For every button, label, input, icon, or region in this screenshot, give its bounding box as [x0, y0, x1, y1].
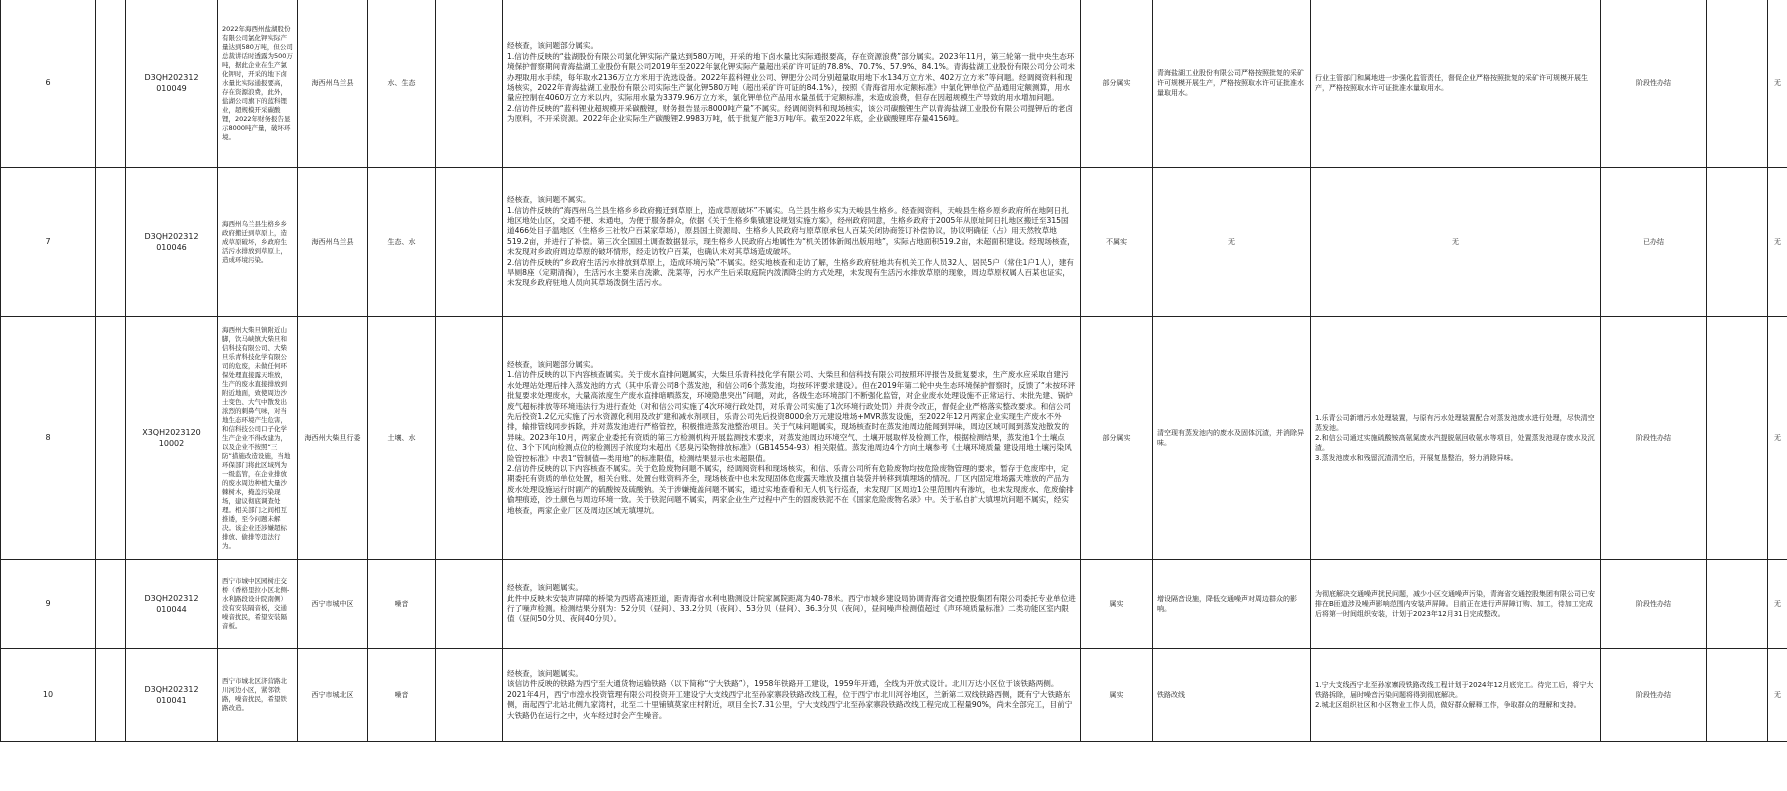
table-row — [1, 649, 1787, 742]
blank-cell — [436, 0, 503, 168]
table-body — [1, 0, 1787, 742]
blank-cell — [96, 168, 126, 317]
row-number: 9 — [1, 560, 96, 649]
investigation-detail: 经核查，该问题部分属实。 1.信访件反映的“盐湖股份有限公司氯化钾实际产量达到580万吨，开采的地下卤水量比实际通报要高，存在资源浪费”部分属实。2023年11月，第三轮第一批中央生态环境保护督察期间青海盐湖工业股份有限公司2019年至2022年氯化钾实际产量超出采矿许可证的78.8%、70.7%、57.9%、84.1%。青海盐湖工业股份有限公司分公司未办理取用水手续，每年取水2136万立方米用于洗选设备。2022年蓝科锂业公司、钾肥分公司分别超量取用地下水134万立方米、402万立方米”等问题。经调阅资料和现场核实，2022年青海盐湖工业股份有限公司实际生产氯化钾580万吨（超出采矿许可证的84.1%），按照《青海省用水定额标准》中氯化钾单位产品通用定额测算，用水量应控制在4060万立方米以内，实际用水量为3379.96万立方米，氯化钾单位产品用水量虽低于定额标准，未造成浪费，但存在因超规模生产导致的用水增加问题。 2.信访件反映的“蓝科锂业超规模开采碳酸锂，财务报告显示8000吨产量”不属实。经调阅资料和现场核实，该公司碳酸锂生产以青海盐湖工业股份有限公司提钾后的老卤为原料，不开采资源。2022年企业实际生产碳酸锂2.9983万吨，低于批复产能3万吨/年。截至2022年底，企业碳酸锂库存量4156吨。 — [503, 0, 1081, 168]
rectification: 无 — [1311, 168, 1601, 317]
blank-cell — [96, 649, 126, 742]
row-number: 10 — [1, 649, 96, 742]
pollution-type: 土壤、水 — [368, 317, 436, 560]
table-row — [1, 0, 1787, 168]
accountability: 无 — [1768, 649, 1787, 742]
complaint-id-line: 010044 — [156, 605, 187, 614]
rectification-item: 2.和信公司通过实施硫酸铵高氨氮废水汽提脱氨回收氨水等项目，处置蒸发池现存废水及沉渣。 — [1315, 434, 1595, 452]
accountability: 无 — [1768, 0, 1787, 168]
investigation-detail: 经核查，该问题不属实。 1.信访件反映的“海西州乌兰县生格乡乡政府搬迁到草原上，造成草原破坏”不属实。乌兰县生格乡实为天峻县生格乡。经查阅资料，天峻县生格乡原乡政府所在地阿日扎地区地处山区，交通不便、未通电，为便于服务群众，依据《关于生格乡集镇建设规划实施方案》，经州政府同意，生格乡政府于2005年从原址阿日扎地区搬迁至315国道466处目子温地区（生格乡三社牧户百某家草场），原县国土资源局、生格乡人民政府与原草原承包人百某关闭协商签订补偿协议，协议明确征（占）用天然牧草地519.2亩，并进行了补偿。第三次全国国土调查数据显示，现生格乡人民政府占地属性为“机关团体新闻出版用地”，实际占地面积519.2亩，未超面积建设。经现场核查，未发现对乡政府周边草原的破坏情形，经走访牧户百某，也确认未对其草场造成破坏。 2.信访件反映的“乡政府生活污水排放到草原上，造成环境污染”不属实。经实地核查和走访了解，生格乡政府驻地共有机关工作人员32人、居民5户（常住1户1人），建有旱厕8座（定期清掏），生活污水主要来自洗漱、洗菜等，污水产生后采取庭院内泼洒降尘的方式处理，未发现有生活污水排放草原的现象，周边草原权属人百某也证实，未发现乡政府驻地人员向其草场泼倒生活污水。 — [503, 168, 1081, 317]
row-number: 7 — [1, 168, 96, 317]
verification-result: 部分属实 — [1081, 317, 1153, 560]
blank-cell — [436, 317, 503, 560]
pollution-type: 水、生态 — [368, 0, 436, 168]
pollution-type: 生态、水 — [368, 168, 436, 317]
complaint-id — [126, 317, 218, 560]
complaint-id-line: 010041 — [156, 696, 187, 705]
handling-measures: 青海盐湖工业股份有限公司严格按照批复的采矿许可规模开展生产，严格按照取水许可证批准水量取用水。 — [1153, 0, 1311, 168]
complaint-content: 西宁市城中区园树庄交桥（香格里拉小区北侧-水利路段设计院南侧）没有安装隔音板，交通噪音扰民，希望安装隔音板。 — [218, 560, 298, 649]
complaint-id-line: 010046 — [156, 243, 187, 252]
handling-measures: 增设隔音设施，降低交通噪声对周边群众的影响。 — [1153, 560, 1311, 649]
blank-cell — [1707, 0, 1768, 168]
complaint-id-line: D3QH202312 — [144, 232, 199, 241]
rectification-item: 1.乐青公司新增污水处理装置，与原有污水处理装置配合对蒸发池废水进行处理，尽快清空蒸发池。 — [1315, 414, 1595, 432]
region: 西宁市城北区 — [298, 649, 368, 742]
blank-cell — [436, 168, 503, 317]
handling-measures: 无 — [1153, 168, 1311, 317]
blank-cell — [1707, 649, 1768, 742]
complaint-id-line: D3QH202312 — [144, 685, 199, 694]
blank-cell — [96, 0, 126, 168]
complaint-id-line: D3QH202312 — [144, 73, 199, 82]
rectification — [1311, 317, 1601, 560]
accountability: 无 — [1768, 560, 1787, 649]
row-number: 8 — [1, 317, 96, 560]
completion-status: 已办结 — [1601, 168, 1707, 317]
completion-status: 阶段性办结 — [1601, 649, 1707, 742]
verification-result: 属实 — [1081, 560, 1153, 649]
verification-result: 属实 — [1081, 649, 1153, 742]
handling-measures: 清空现有蒸发池内的废水及固体沉渣，并消除异味。 — [1153, 317, 1311, 560]
rectification: 行业主管部门和属地进一步强化监管责任，督促企业严格按照批复的采矿许可规模开展生产，严格按照取水许可证批准水量取用水。 — [1311, 0, 1601, 168]
rectification — [1311, 649, 1601, 742]
row-number: 6 — [1, 0, 96, 168]
region: 海西州乌兰县 — [298, 168, 368, 317]
pollution-type: 噪音 — [368, 649, 436, 742]
complaint-id-line: X3QH2023120 — [142, 428, 201, 437]
region: 西宁市城中区 — [298, 560, 368, 649]
blank-cell — [1707, 168, 1768, 317]
table-row — [1, 560, 1787, 649]
completion-status: 阶段性办结 — [1601, 317, 1707, 560]
rectification: 为彻底解决交通噪声扰民问题，减少小区交通噪声污染，青海省交通控股集团有限公司已安排在B匝道涉及噪声影响范围内安装声屏障。目前正在进行声屏障订购、加工，待加工完成后将第一时间组织安装，计划于2023年12月31日完成整改。 — [1311, 560, 1601, 649]
complaint-id — [126, 168, 218, 317]
blank-cell — [436, 649, 503, 742]
investigation-detail: 经核查，该问题属实。 该信访件反映的铁路为西宁至大通货物运输铁路（以下简称“宁大铁路”），1958年铁路开工建设，1959年开通，全线为开放式设计。北川万达小区位于该铁路两侧。2021年4月，西宁市湟水投资管理有限公司投资开工建设宁大支线西宁北至孙家寨段铁路改线工程，位于西宁市北川河谷地区，兰新第二双线铁路西侧，既有宁大铁路东侧，南起西宁北站北侧九家湾村，北至二十里铺镇莫家庄村附近，项目全长7.31公里，宁大支线西宁北至孙家寨段铁路改线工程完成工程量90%，尚未全部完工，目前宁大铁路仍在运行之中，火车经过时会产生噪音。 — [503, 649, 1081, 742]
complaint-id — [126, 649, 218, 742]
blank-cell — [436, 560, 503, 649]
complaint-id — [126, 560, 218, 649]
investigation-detail: 经核查，该问题属实。 此件中反映未安装声屏障的桥梁为西塔高速匝道，距青海省水利电勘测设计院家属院距离为40-78米。西宁市城乡建设局协调青海省交通控股集团有限公司委托专业单位进行了噪声检测。检测结果分别为：52分贝（昼间）、33.2分贝（夜间）、53分贝（昼间）、36.3分贝（夜间），昼间噪声检测值超过《声环境质量标准》二类功能区室内限值（昼间50分贝、夜间40分贝）。 — [503, 560, 1081, 649]
region: 海西州大柴旦行委 — [298, 317, 368, 560]
handling-measures: 铁路改线 — [1153, 649, 1311, 742]
complaint-id — [126, 0, 218, 168]
verification-result: 部分属实 — [1081, 0, 1153, 168]
blank-cell — [1707, 317, 1768, 560]
complaint-content: 2022年海西州盐湖股份有限公司氯化钾实际产量达到580万吨，但公司总裁讲话时透露为500万吨，据此企业在生产氯化钾时，开采的地下卤水量比实际通报要高，存在资源浪费，此外，盐湖公司旗下的蓝科锂业，超规模开采碳酸锂，2022年财务报告显示8000吨产量，破坏环境。 — [218, 0, 298, 168]
accountability: 无 — [1768, 168, 1787, 317]
table-row — [1, 317, 1787, 560]
complaint-id-line: 010049 — [156, 84, 187, 93]
complaint-id-line: 10002 — [158, 439, 185, 448]
investigation-detail: 经核查，该问题部分属实。 1.信访件反映的以下内容核查属实。关于废水直排问题属实，大柴旦乐青科技化学有限公司、大柴旦和信科技有限公司按照环评报告及批复要求，生产废水应采取自建污水处理站处理后排入蒸发池的方式（其中乐青公司8个蒸发池，和信公司6个蒸发池，均按环评要求建设）。但在2019年第二轮中央生态环境保护督察时，反馈了“未按环评批复要求处理废水，大量高浓度生产废水直排暗晒蒸发，环境隐患突出”问题，对此，各级生态环境部门不断强化监管，对企业废水处理设施不正常运行、未批先建、锅炉废气超标排放等环境违法行为进行查处（对和信公司实施了4次环境行政处罚，对乐青公司实施了1次环境行政处罚）并责令改正，督促企业严格落实整改要求。和信公司先后投资1.2亿元实施了污水资源化利用及改扩建和减水剂项目，乐青公司先后投资8000余万元建设堆场+MVR蒸发设施，至2022年12月两家企业实现生产废水不外排，输排管线同步拆除，并对蒸发池进行严格管控，积极推进蒸发池整治项目。关于气味问题属实，现场核查时在蒸发池周边能闻到异味，周边区域可闻到蒸发池散发的异味。2023年10月，两家企业委托有资质的第三方检测机构开展监测技术要求，对蒸发池周边环境空气、土壤开展取样及检测工作，根据检测结果，蒸发池1个土壤点位、3个下风向检测点位的检测因子浓度均未超出《恶臭污染物排放标准》（GB14554-93）相关限值。蒸发池周边4个方向土壤参考《土壤环境质量 建设用地土壤污染风险管控标准》中表1“管制值—类用地”的标准限值，检测结果显示也未超限值。 2.信访件反映的以下内容核查不属实。关于危险废物问题不属实，经调阅资料和现场核实，和信、乐青公司所有危险废物均按危险废物管理的要求，暂存于危废库中，定期委托有资质的单位处置，相关台账、处置台账资料齐全，现场核查中也未发现固体危废露天堆放及擅自装袋并转移到填埋场的情况。厂区内固定堆场露天堆放的产品为废水处理设施运行时副产的硫酸铵及硫酸钠。关于涉嫌掩盖问题不属实，通过实地查看和无人机飞行巡查，未发现厂区周边1公里范围内有渗坑，也未发现废水、危废偷排偷埋痕迹，沙土颜色与周边环境一致。关于铁泥问题不属实，两家企业生产过程中产生的固废铁泥不在《国家危险废物名录》中。关于私自扩大填埋坑问题不属实，经实地核查，两家企业厂区及周边区域无填埋坑。 — [503, 317, 1081, 560]
rectification-item: 1.宁大支线西宁北至孙家寨段铁路改线工程计划于2024年12月底完工。待完工后，将宁大铁路拆除，届时噪音污染问题将得到彻底解决。 — [1315, 681, 1594, 699]
pollution-type: 噪音 — [368, 560, 436, 649]
verification-result: 不属实 — [1081, 168, 1153, 317]
completion-status: 阶段性办结 — [1601, 560, 1707, 649]
complaint-content: 西宁市城北区济营路北川河边小区，紧邻铁路，噪音扰民，希望铁路改造。 — [218, 649, 298, 742]
blank-cell — [96, 317, 126, 560]
accountability: 无 — [1768, 317, 1787, 560]
table-row — [1, 168, 1787, 317]
blank-cell — [96, 560, 126, 649]
blank-cell — [1707, 560, 1768, 649]
region: 海西州乌兰县 — [298, 0, 368, 168]
completion-status: 阶段性办结 — [1601, 0, 1707, 168]
complaint-content: 海西州大柴旦镇附近山脚，饮马峡镇大柴旦和信科技有限公司、大柴旦乐青科技化学有限公司的危废，未做任何环保处理直接露天堆放，生产的废水直接排放到附近地面，致使周边沙土变色、大气中散发出浓烈的刺鼻气味，对当地生态环境产生危害，和信科技公司口子化学生产企业不得改建为，以及企业不按照“三防”措施改造设施，当地环保部门将此区域列为一级监管，在企业排放的废水周边种植大量沙棘树木，掩盖污染现场，建议彻底调查处理。相关部门之间相互推诿，至今问题未解决。该企业还涉嫌超标排放、偷排等违法行为。 — [218, 317, 298, 560]
rectification-item: 2.城北区组织社区和小区物业工作人员，做好群众解释工作，争取群众的理解和支持。 — [1315, 701, 1581, 709]
complaint-id-line: D3QH202312 — [144, 594, 199, 603]
complaint-content: 海西州乌兰县生格乡乡政府搬迁到草原上，造成草原破坏，乡政府生活污水排放到草原上，造成环境污染。 — [218, 168, 298, 317]
rectification-item: 3.蒸发池废水和残留沉渣清空后，开展复垦整治，努力消除异味。 — [1315, 454, 1518, 462]
